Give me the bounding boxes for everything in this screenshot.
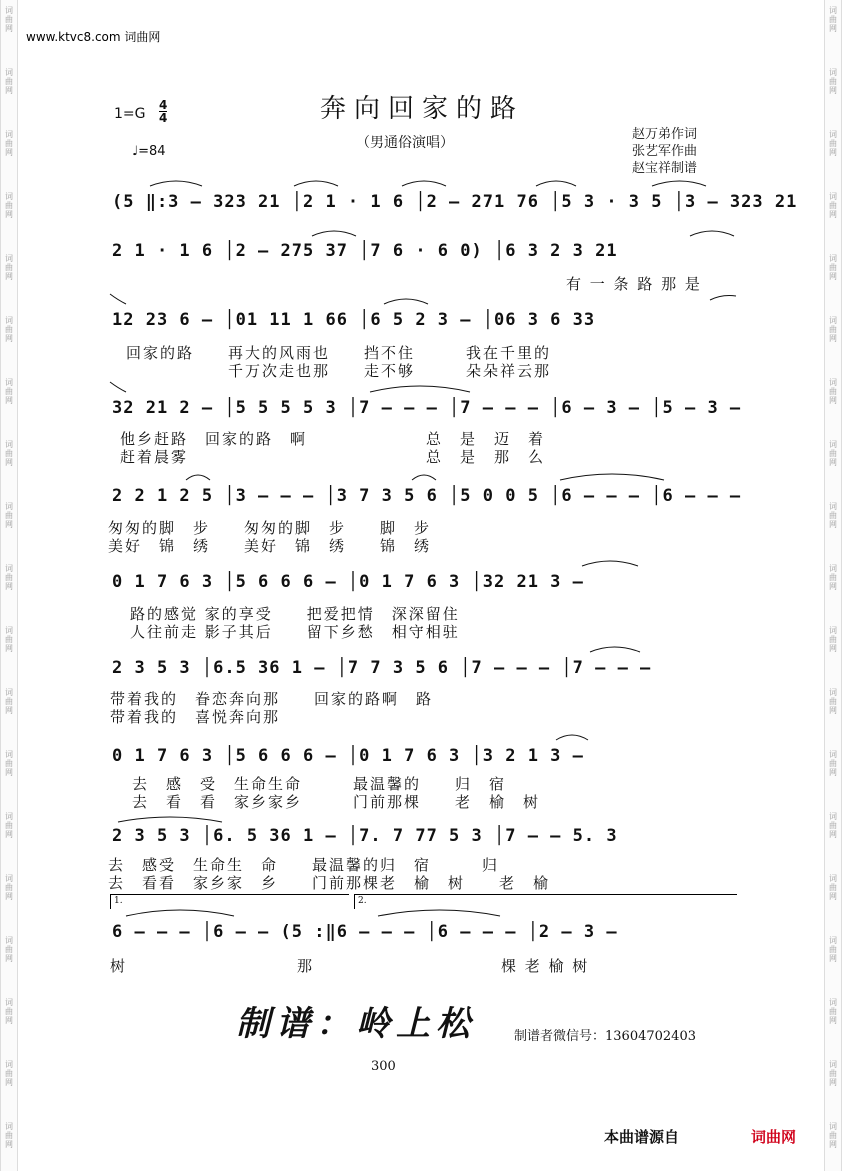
score-row-10-lyrics-1: 树 那 棵 老 榆 树 <box>110 957 590 975</box>
watermark-mark: 词曲网 <box>829 812 837 839</box>
song-title: 奔向回家的路 <box>320 94 525 124</box>
credit-lyricist: 赵万弟作词 <box>632 127 698 142</box>
slur <box>312 231 356 236</box>
score-row-5-lyrics-1: 匆匆的脚 步 匆匆的脚 步 脚 步 <box>108 519 432 537</box>
slur <box>294 181 338 186</box>
watermark-mark: 词曲网 <box>829 130 837 157</box>
slur <box>536 181 576 186</box>
slur <box>690 231 734 236</box>
watermark-mark: 词曲网 <box>829 564 837 591</box>
score-row-8-lyrics-2: 去 看 看 家乡家乡 门前那棵 老 榆 树 <box>132 793 541 811</box>
score-row-8-notes: 0 1 7 6 3 │5 6 6 6 – │0 1 7 6 3 │3 2 1 3 – <box>112 746 584 766</box>
watermark-mark: 词曲网 <box>829 378 837 405</box>
slur <box>378 910 500 916</box>
watermark-mark: 词曲网 <box>829 254 837 281</box>
score-row-5-notes: 2 2 1 2 5 │3 – – – │3 7 3 5 6 │5 0 0 5 │6 – – – │6 – – – <box>112 486 742 506</box>
source-brand-link[interactable]: 词曲网 <box>751 1128 797 1146</box>
score-row-6-lyrics-1: 路的感觉 家的享受 把爱把情 深深留住 <box>130 605 460 623</box>
score-row-3-lyrics-1: 回家的路 再大的风雨也 挡不住 我在千里的 <box>126 344 552 362</box>
transcriber-wechat: 制谱者微信号：13604702403 <box>514 1029 696 1044</box>
watermark-mark: 词曲网 <box>5 874 13 901</box>
score-row-3-lyrics-2: 千万次走也那 走不够 朵朵祥云那 <box>126 362 552 380</box>
watermark-mark: 词曲网 <box>829 936 837 963</box>
score-row-4-lyrics-2: 赶着晨雾 总 是 那 么 <box>120 448 546 466</box>
time-signature-top: 4 <box>159 98 168 112</box>
score-row-1-notes: (5 ‖:3 – 323 21 │2 1 · 1 6 │2 – 271 76 │5 3 · 3 5 │3 – 323 21 <box>112 192 798 212</box>
volta-1-label: 1. <box>114 896 123 906</box>
source-label: 本曲谱源自 <box>604 1128 680 1146</box>
watermark-mark: 词曲网 <box>829 6 837 33</box>
score-row-8-lyrics-1: 去 感 受 生命生命 最温馨的 归 宿 <box>132 775 507 793</box>
score-row-5-lyrics-2: 美好 锦 绣 美好 锦 绣 锦 绣 <box>108 537 432 555</box>
slur <box>110 382 126 392</box>
transcriber-signature: 制谱：岭上松 <box>236 1004 476 1044</box>
slur <box>402 181 446 186</box>
watermark-mark: 词曲网 <box>5 440 13 467</box>
watermark-mark: 词曲网 <box>829 688 837 715</box>
key-signature: 1=G <box>114 106 146 122</box>
watermark-mark: 词曲网 <box>829 316 837 343</box>
watermark-mark: 词曲网 <box>5 812 13 839</box>
watermark-mark: 词曲网 <box>829 1122 837 1149</box>
score-row-7-lyrics-2: 带着我的 喜悦奔向那 <box>110 708 281 726</box>
watermark-mark: 词曲网 <box>5 564 13 591</box>
slur <box>150 181 202 186</box>
watermark-mark: 词曲网 <box>829 440 837 467</box>
slur <box>652 181 706 186</box>
slur <box>384 299 428 304</box>
volta-2-label: 2. <box>358 896 367 906</box>
time-signature-bottom: 4 <box>159 111 168 125</box>
score-row-4-notes: 32 21 2 – │5 5 5 5 3 │7 – – – │7 – – – │6 – 3 – │5 – 3 – <box>112 398 742 418</box>
slur <box>556 735 588 740</box>
score-row-2-lyrics-1: 有 一 条 路 那 是 <box>566 275 702 293</box>
watermark-mark: 词曲网 <box>5 626 13 653</box>
tempo-marking: ♩=84 <box>132 144 166 159</box>
score-row-9-notes: 2 3 5 3 │6. 5 36 1 – │7. 7 77 5 3 │7 – – 5. 3 <box>112 826 618 846</box>
score-row-9-lyrics-2: 去 看看 家乡家 乡 门前那棵老 榆 树 老 榆 <box>108 874 551 892</box>
credit-composer: 张艺军作曲 <box>632 144 698 159</box>
score-row-4-lyrics-1: 他乡赶路 回家的路 啊 总 是 迈 着 <box>120 430 546 448</box>
page-number: 300 <box>371 1059 396 1074</box>
score-row-2-notes: 2 1 · 1 6 │2 – 275 37 │7 6 · 6 0) │6 3 2 3 21 <box>112 241 618 261</box>
watermark-mark: 词曲网 <box>5 316 13 343</box>
watermark-mark: 词曲网 <box>5 378 13 405</box>
score-row-7-notes: 2 3 5 3 │6.5 36 1 – │7 7 3 5 6 │7 – – – │7 – – – <box>112 658 652 678</box>
score-row-6-notes: 0 1 7 6 3 │5 6 6 6 – │0 1 7 6 3 │32 21 3 – <box>112 572 584 592</box>
watermark-mark: 词曲网 <box>829 750 837 777</box>
song-subtitle: （男通俗演唱） <box>356 135 454 151</box>
watermark-mark: 词曲网 <box>5 6 13 33</box>
watermark-mark: 词曲网 <box>5 192 13 219</box>
watermark-mark: 词曲网 <box>829 626 837 653</box>
watermark-mark: 词曲网 <box>829 998 837 1025</box>
watermark-mark: 词曲网 <box>5 998 13 1025</box>
score-row-9-lyrics-1: 去 感受 生命生 命 最温馨的归 宿 归 <box>108 856 500 874</box>
watermark-mark: 词曲网 <box>5 130 13 157</box>
slur <box>710 296 736 301</box>
slur <box>110 294 126 304</box>
score-row-7-lyrics-1: 带着我的 眷恋奔向那 回家的路啊 路 <box>110 690 434 708</box>
slur <box>118 817 222 822</box>
watermark-mark: 词曲网 <box>829 874 837 901</box>
score-row-6-lyrics-2: 人往前走 影子其后 留下乡愁 相守相驻 <box>130 623 460 641</box>
watermark-mark: 词曲网 <box>829 1060 837 1087</box>
slur <box>412 475 436 480</box>
slur <box>126 910 234 916</box>
watermark-mark: 词曲网 <box>5 750 13 777</box>
slur <box>186 475 210 480</box>
score-row-10-notes: 6 – – – │6 – – (5 :‖6 – – – │6 – – – │2 – 3 – <box>112 922 618 942</box>
slur <box>590 647 640 652</box>
watermark-mark: 词曲网 <box>5 936 13 963</box>
credit-transcriber: 赵宝祥制谱 <box>632 161 698 176</box>
watermark-mark: 词曲网 <box>5 1122 13 1149</box>
slur <box>582 561 638 566</box>
slur <box>370 386 470 392</box>
score-row-3-notes: 12 23 6 – │01 11 1 66 │6 5 2 3 – │06 3 6 33 <box>112 310 596 330</box>
watermark-mark: 词曲网 <box>5 68 13 95</box>
slur <box>560 474 664 480</box>
watermark-mark: 词曲网 <box>829 502 837 529</box>
watermark-mark: 词曲网 <box>5 1060 13 1087</box>
watermark-mark: 词曲网 <box>829 192 837 219</box>
watermark-mark: 词曲网 <box>5 254 13 281</box>
watermark-mark: 词曲网 <box>5 502 13 529</box>
site-url[interactable]: www.ktvc8.com 词曲网 <box>26 30 161 44</box>
watermark-mark: 词曲网 <box>5 688 13 715</box>
watermark-mark: 词曲网 <box>829 68 837 95</box>
